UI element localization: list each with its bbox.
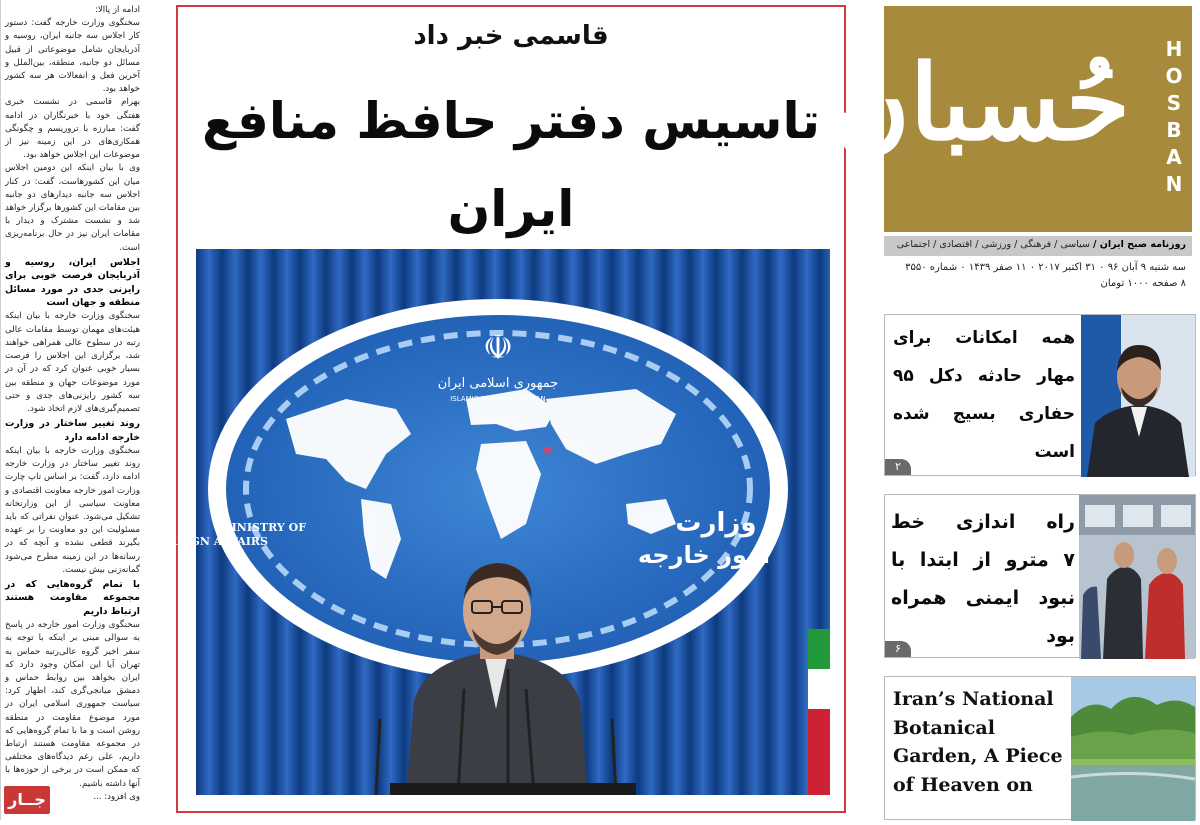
main-story-frame — [150, 5, 846, 813]
latin-letter: A — [1166, 145, 1182, 169]
article-paragraph: وی افزود: ... — [93, 791, 140, 802]
article-paragraph: ادامه از پاالا: — [94, 5, 140, 15]
side-story-2-photo[interactable] — [1079, 495, 1195, 657]
ministry-fa-line-1: وزارت — [675, 508, 757, 538]
svg-text:☫: ☫ — [482, 328, 514, 368]
tagline-sections: سیاسی / فرهنگی / ورزشی / اقتصادی / اجتماعی — [896, 239, 1093, 250]
side-story-1-line: مهار حادثه دکل ۹۵ — [893, 366, 1075, 386]
emblem-text-fa: جمهوری اسلامی ایران — [437, 376, 559, 391]
article-subheading: با تمام گروه‌هایی که در مجموعه مقاومت هستند ارتباط داریم — [5, 578, 140, 617]
latin-letter: O — [1165, 64, 1183, 88]
side-story-1-page: ۲ — [885, 459, 911, 475]
english-story-photo[interactable] — [1071, 677, 1195, 821]
side-story-2-line: بود — [1046, 625, 1075, 647]
side-story-1-photo[interactable] — [1081, 315, 1195, 475]
article-paragraph: سخنگوی وزارت خارجه با بیان اینکه هیئت‌های مهمان توسط مقامات عالی رتبه در سطوح عالی همراهی خواهند شد، برگزاری این اجلاس را فرصت بسیار خوبی عنوان کرد که در آن در مورد موضوعات جهان و منطقه بین سه کشور رایزنی‌های جدی و حتی تصمیم‌گیری‌های لازم اتخاذ شود. — [5, 311, 140, 414]
emblem-text-en: ISLAMIC REPUBLIC OF IRAN — [450, 395, 546, 403]
article-paragraph: سخنگوی وزارت امور خارجه در پاسخ به سوالی مبنی بر اینکه با توجه به سفر اخیر گروه عالی‌رتبه حماس به تهران آیا این امکان وجود دارد که ایران بخواهد بین روابط حماس و دمشق میانجی‌گری کند، اظهار کرد: سیاست جمهوری اسلامی ایران در مورد موضوع مقاومت در منطقه روشن است و ما با تمام گروه‌هایی که در مجموعه مقاومت هستند ارتباط داریم، علی رغم دیدگاه‌های مختلفی که ممکن است در برخی از حوزه‌ها با آنها داشته باشیم. — [5, 620, 140, 789]
article-paragraph: بهرام قاسمی در نشست خبری هفتگی خود با خبرنگاران در ادامه گفت: مبارزه با تروریسم و چگونگی همکاری‌های در این زمینه نیز از موضوعات این اجلاس خواهد بود. — [5, 97, 140, 161]
metro-visit-illustration — [1079, 495, 1195, 659]
main-story-photo — [150, 249, 830, 795]
article-paragraph: سخنگوی وزارت خارجه با بیان اینکه روند تغییر ساختار در وزارت خارجه ادامه دارد، گفت: بر اساس تاپ چارت وزارت امور خارجه معاونت اقتصادی و معاونت سیاسی از این وزارتخانه تشکیل می‌شود. عنوان نفراتی که باید مسئولیت این دو معاونت را بر عهده بگیرند قطعی نشده و آنچه که در رسانه‌ها در این زمینه مطرح می‌شود گمانه‌زنی بیش نیست. — [5, 445, 140, 575]
headline-line-1: تاسیس دفتر حافظ منافع ایران — [201, 92, 821, 238]
ministry-fa-line-2: امور خارجه — [637, 541, 771, 569]
english-title-line: Botanical — [893, 716, 995, 739]
watermark-logo: جــار — [4, 786, 50, 814]
latin-letter: H — [1165, 37, 1183, 61]
side-story-1[interactable] — [884, 314, 1196, 476]
side-story-2-page: ۶ — [885, 641, 911, 657]
dateline-date: سه شنبه ۹ آبان ۹۶ ۰ ۳۱ اکتبر ۲۰۱۷ ۰ ۱۱ صفر ۱۴۳۹ ۰ شماره ۳۵۵۰ — [905, 262, 1186, 273]
english-title-line: Garden, A Piece — [893, 745, 1063, 767]
masthead-logo-latin — [1162, 36, 1186, 198]
article-subheading: اجلاس ایران، روسیه و آذربایجان فرصت خوبی برای رایزنی جدی در مورد مسائل منطقه و جهان است — [5, 256, 140, 309]
left-article-column — [0, 0, 146, 820]
article-paragraph: وی با بیان اینکه این دومین اجلاس میان این کشورهاست، گفت: در کنار اجلاس سه جانبه دیدارهای دو جانبه بین مقامات این کشورها برگزار خواهد شد و نشست مشترک و دیدار با مقامات ایران نیز در حال برنامه‌ریزی است. — [5, 163, 140, 253]
ministry-en-line-2: FOREIGN AFFAIRS — [150, 535, 268, 548]
side-story-1-line: حفاری بسیج شده — [893, 404, 1075, 424]
garden-illustration — [1071, 677, 1195, 821]
portrait-illustration — [1081, 315, 1195, 477]
tagline-bar — [884, 236, 1192, 256]
side-story-2-line: راه اندازی خط — [891, 511, 1075, 533]
article-subheading: روند تغییر ساختار در وزارت خارجه ادامه دارد — [5, 418, 140, 443]
english-story[interactable] — [884, 676, 1196, 820]
latin-letter: B — [1166, 118, 1182, 142]
english-title-line: of Heaven on — [893, 773, 1033, 796]
masthead-logo-fa: حُسبان — [833, 41, 1130, 164]
side-story-1-line: است — [1034, 442, 1075, 462]
dateline-price: ۸ صفحه ۱۰۰۰ تومان — [1100, 278, 1186, 289]
press-conference-illustration — [150, 249, 830, 795]
side-story-2-line: نبود ایمنی همراه — [891, 587, 1075, 609]
latin-letter: N — [1165, 172, 1183, 196]
article-paragraph: سخنگوی وزارت خارجه گفت: دستور کار اجلاس سه جانبه ایران، روسیه و آذربایجان شامل موضوعاتی از قبیل مسائل دو جانبه، منطقه، بین‌الملل و آخرین فعل و انفعالات هر سه کشور خواهد بود. — [5, 18, 140, 95]
side-story-2-line: ۷ مترو از ابتدا با — [891, 549, 1075, 571]
tagline-bold: روزنامه صبح ایران / — [1092, 239, 1186, 250]
dateline — [884, 258, 1192, 294]
english-story-title[interactable] — [893, 685, 1067, 799]
side-story-2[interactable] — [884, 494, 1196, 658]
side-story-1-headline[interactable] — [893, 319, 1075, 471]
main-story-kicker: قاسمی خبر داد — [413, 21, 609, 51]
side-story-2-headline[interactable] — [891, 503, 1075, 655]
ministry-en-line-1: MINISTRY OF — [219, 521, 306, 534]
side-story-1-line: همه امکانات برای — [893, 328, 1075, 348]
masthead — [833, 6, 1192, 232]
english-title-line: Iran’s National — [893, 688, 1054, 710]
latin-letter: S — [1166, 91, 1182, 115]
